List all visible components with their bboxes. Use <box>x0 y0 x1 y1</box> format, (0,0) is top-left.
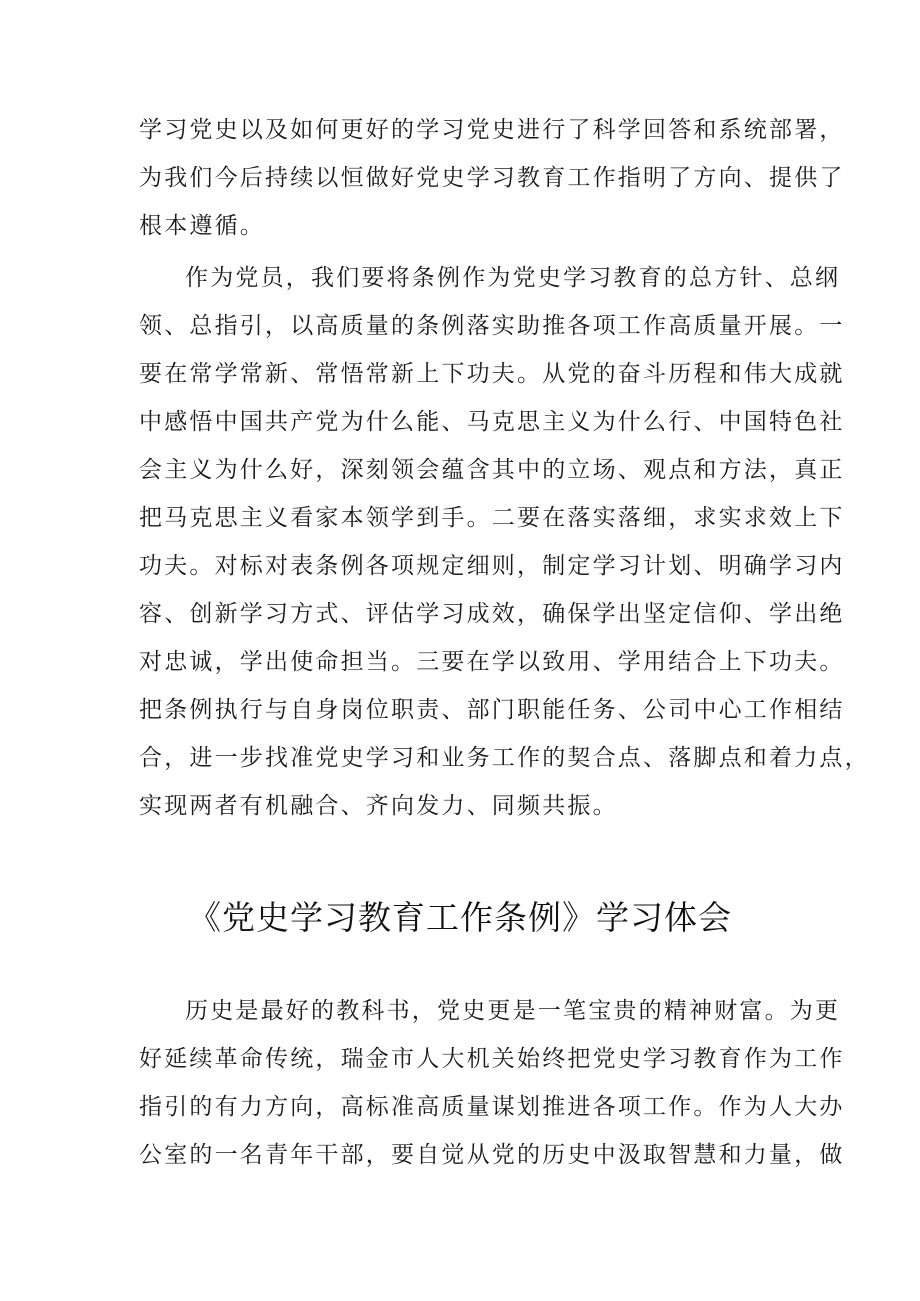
paragraph-2-line-2: 领、总指引，以高质量的条例落实助推各项工作高质量开展。一 <box>139 313 845 339</box>
section-title: 《党史学习教育工作条例》学习体会 <box>188 898 732 937</box>
paragraph-2-line-7: 功夫。对标对表条例各项规定细则，制定学习计划、明确学习内 <box>139 553 845 579</box>
paragraph-2-line-10: 把条例执行与自身岗位职责、部门职能任务、公司中心工作相结 <box>139 697 845 723</box>
paragraph-1-line-1: 学习党史以及如何更好的学习党史进行了科学回答和系统部署， <box>139 117 845 143</box>
paragraph-3-line-3: 指引的有力方向，高标准高质量谋划推进各项工作。作为人大办 <box>139 1094 845 1120</box>
paragraph-1-line-2: 为我们今后持续以恒做好党史学习教育工作指明了方向、提供了 <box>139 165 845 191</box>
paragraph-2-line-3: 要在常学常新、常悟常新上下功夫。从党的奋斗历程和伟大成就 <box>139 361 845 387</box>
paragraph-3-line-4: 公室的一名青年干部，要自觉从党的历史中汲取智慧和力量，做 <box>139 1142 845 1168</box>
paragraph-2-line-1: 作为党员，我们要将条例作为党史学习教育的总方针、总纲 <box>185 265 841 291</box>
paragraph-1-line-3: 根本遵循。 <box>139 213 265 239</box>
paragraph-2-line-9: 对忠诚，学出使命担当。三要在学以致用、学用结合上下功夫。 <box>139 649 845 675</box>
paragraph-2-line-12: 实现两者有机融合、齐向发力、同频共振。 <box>139 793 618 819</box>
paragraph-2-line-11: 合，进一步找准党史学习和业务工作的契合点、落脚点和着力点， <box>139 745 870 771</box>
paragraph-2-line-8: 容、创新学习方式、评估学习成效，确保学出坚定信仰、学出绝 <box>139 601 845 627</box>
paragraph-3-line-2: 好延续革命传统，瑞金市人大机关始终把党史学习教育作为工作 <box>139 1046 845 1072</box>
paragraph-2-line-4: 中感悟中国共产党为什么能、马克思主义为什么行、中国特色社 <box>139 409 845 435</box>
paragraph-2-line-6: 把马克思主义看家本领学到手。二要在落实落细，求实求效上下 <box>139 505 845 531</box>
paragraph-3-line-1: 历史是最好的教科书，党史更是一笔宝贵的精神财富。为更 <box>185 998 841 1024</box>
paragraph-2-line-5: 会主义为什么好，深刻领会蕴含其中的立场、观点和方法，真正 <box>139 457 845 483</box>
